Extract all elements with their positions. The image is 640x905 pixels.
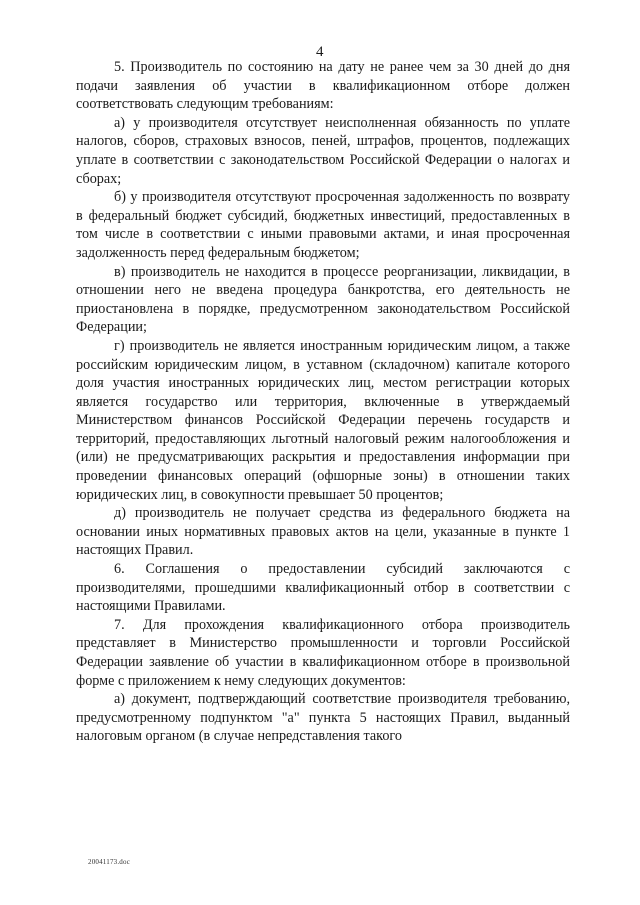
page-number: 4	[316, 44, 324, 60]
paragraph-5: 5. Производитель по состоянию на дату не ранее чем за 30 дней до дня подачи заявления об участии в квалификационном отборе должен соответствовать следующим требованиям:	[76, 59, 570, 113]
footer-file-code: 20041173.doc	[88, 858, 130, 866]
paragraph-5v: в) производитель не находится в процессе реорганизации, ликвидации, в отношении него не введена процедура банкротства, его деятельность не приостановлена в порядке, предусмотренном законодательством Российской Федерации;	[76, 263, 570, 336]
paragraph-5b: б) у производителя отсутствуют просроченная задолженность по возврату в федеральный бюджет субсидий, бюджетных инвестиций, предоставленных в том числе в соответствии с иными правовыми актами, и иная просроченная задолженность перед федеральным бюджетом;	[76, 189, 570, 261]
document-body	[76, 58, 570, 746]
paragraph-5g: г) производитель не является иностранным юридическим лицом, а также российским юридическим лицом, в уставном (складочном) капитале которого доля участия иностранных юридических лиц, местом регистрации которых является государство или территория, включенные в утверждаемый Министерством финансов Российской Федерации перечень государств и территорий, предоставляющих льготный налоговый режим налогообложения и (или) не предусматривающих раскрытия и предоставления информации при проведении финансовых операций (офшорные зоны) в отношении таких юридических лиц, в совокупности превышает 50 процентов;	[76, 337, 570, 503]
paragraph-7: 7. Для прохождения квалификационного отбора производитель представляет в Министерство промышленности и торговли Российской Федерации заявление об участии в квалификационном отборе в произвольной форме с приложением к нему следующих документов:	[76, 616, 570, 689]
paragraph-7a: а) документ, подтверждающий соответствие производителя требованию, предусмотренному подпунктом "а" пункта 5 настоящих Правил, выданный налоговым органом (в случае непредставления такого	[76, 691, 570, 745]
paragraph-6: 6. Соглашения о предоставлении субсидий заключаются с производителями, прошедшими квалификационный отбор в соответствии с настоящими Правилами.	[76, 561, 570, 615]
paragraph-5d: д) производитель не получает средства из федерального бюджета на основании иных нормативных правовых актов на цели, указанные в пункте 1 настоящих Правил.	[76, 505, 570, 559]
paragraph-5a: а) у производителя отсутствует неисполненная обязанность по уплате налогов, сборов, страховых взносов, пеней, штрафов, процентов, подлежащих уплате в соответствии с законодательством Российской Федерации о налогах и сборах;	[76, 114, 570, 187]
